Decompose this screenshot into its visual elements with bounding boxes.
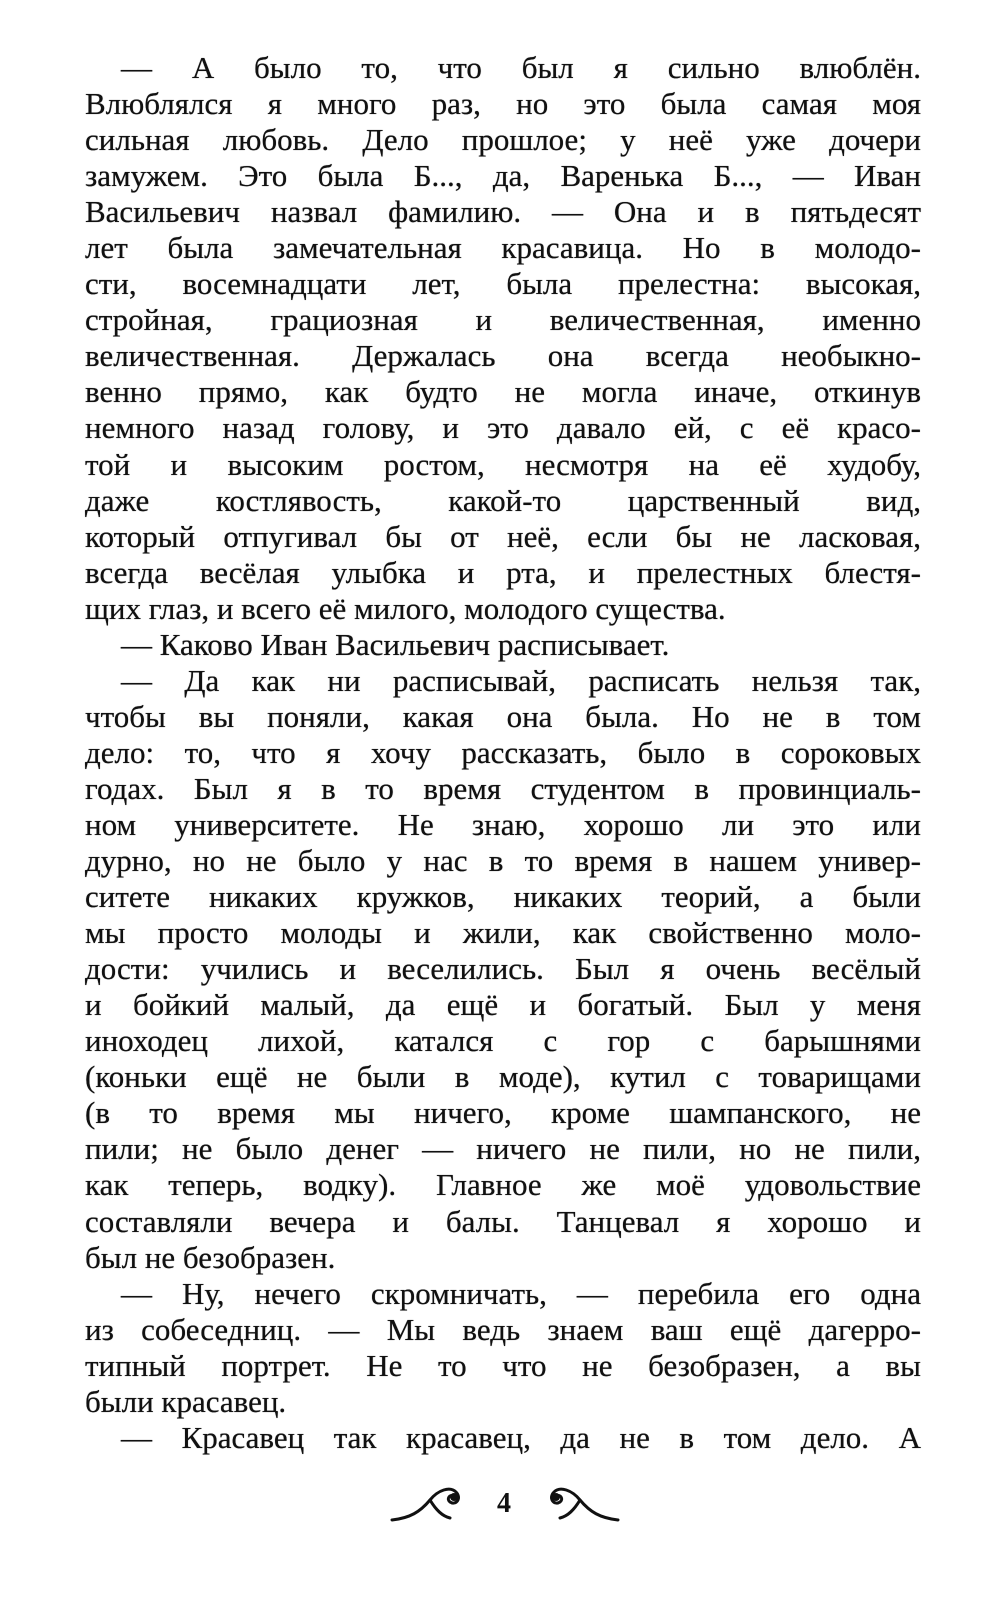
text-line: был не безобразен. [85,1239,336,1275]
text-line: были красавец. [85,1383,287,1419]
text-line: всегда весёлая улыбка и рта, и прелестных блестя- [85,554,921,590]
text-line: (в то время мы ничего, кроме шампанского, не [85,1095,921,1131]
text-line: как теперь, водку). Главное же моё удовольствие [85,1167,921,1203]
text-line: иноходец лихой, катался с гор с барышнями [85,1023,921,1059]
text-line: венно прямо, как будто не могла иначе, откинув [85,374,921,410]
text-line: — Каково Иван Васильевич расписывает. [121,626,670,662]
text-line: дурно, но не было у нас в то время в нашем универ- [85,843,921,879]
text-line: пили; не было денег — ничего не пили, но не пили, [85,1131,921,1167]
text-line: Васильевич назвал фамилию. — Она и в пятьдесят [85,194,921,230]
text-line: замужем. Это была Б..., да, Варенька Б..., — Иван [85,158,921,194]
page-number: 4 [497,1488,511,1519]
text-line: даже костлявость, какой-то царственный вид, [85,482,921,518]
text-line: типный портрет. Не то что не безобразен, а вы [85,1347,921,1383]
text-line: сти, восемнадцати лет, была прелестна: высокая, [85,266,921,302]
text-line: годах. Был я в то время студентом в провинциаль- [85,770,921,806]
text-line: ном университете. Не знаю, хорошо ли это или [85,806,921,842]
text-line: — Красавец так красавец, да не в том дело. А [121,1419,921,1455]
text-line: ситете никаких кружков, никаких теорий, а были [85,879,921,915]
page-footer [0,1482,1000,1532]
text-line: щих глаз, и всего её милого, молодого существа. [85,590,726,626]
text-line: — Ну, нечего скромничать, — перебила его одна [121,1275,921,1311]
text-line: Влюблялся я много раз, но это была самая моя [85,86,921,122]
text-line: той и высоким ростом, несмотря на её худобу, [85,446,921,482]
text-line: который отпугивал бы от неё, если бы не ласковая, [85,518,921,554]
text-line: мы просто молоды и жили, как свойственно моло- [85,915,921,951]
text-line: величественная. Держалась она всегда необыкно- [85,338,921,374]
text-line: дости: учились и веселились. Был я очень весёлый [85,951,921,987]
text-line: сильная любовь. Дело прошлое; у неё уже дочери [85,122,921,158]
text-line: стройная, грациозная и величественная, именно [85,302,921,338]
text-line: — Да как ни расписывай, расписать нельзя так, [121,662,921,698]
text-line: из собеседниц. — Мы ведь знаем ваш ещё дагерро- [85,1311,921,1347]
text-line: — А было то, что был я сильно влюблён. [121,50,921,85]
text-line: составляли вечера и балы. Танцевал я хорошо и [85,1203,921,1239]
text-line: чтобы вы поняли, какая она была. Но не в том [85,698,921,734]
text-line: дело: то, что я хочу рассказать, было в сороковых [85,734,921,770]
text-line: лет была замечательная красавица. Но в молодо- [85,230,921,266]
text-line: немного назад голову, и это давало ей, с её красо- [85,410,921,446]
text-line: (коньки ещё не были в моде), кутил с товарищами [85,1059,921,1095]
text-line: и бойкий малый, да ещё и богатый. Был у меня [85,987,921,1023]
page-text [85,50,921,1456]
